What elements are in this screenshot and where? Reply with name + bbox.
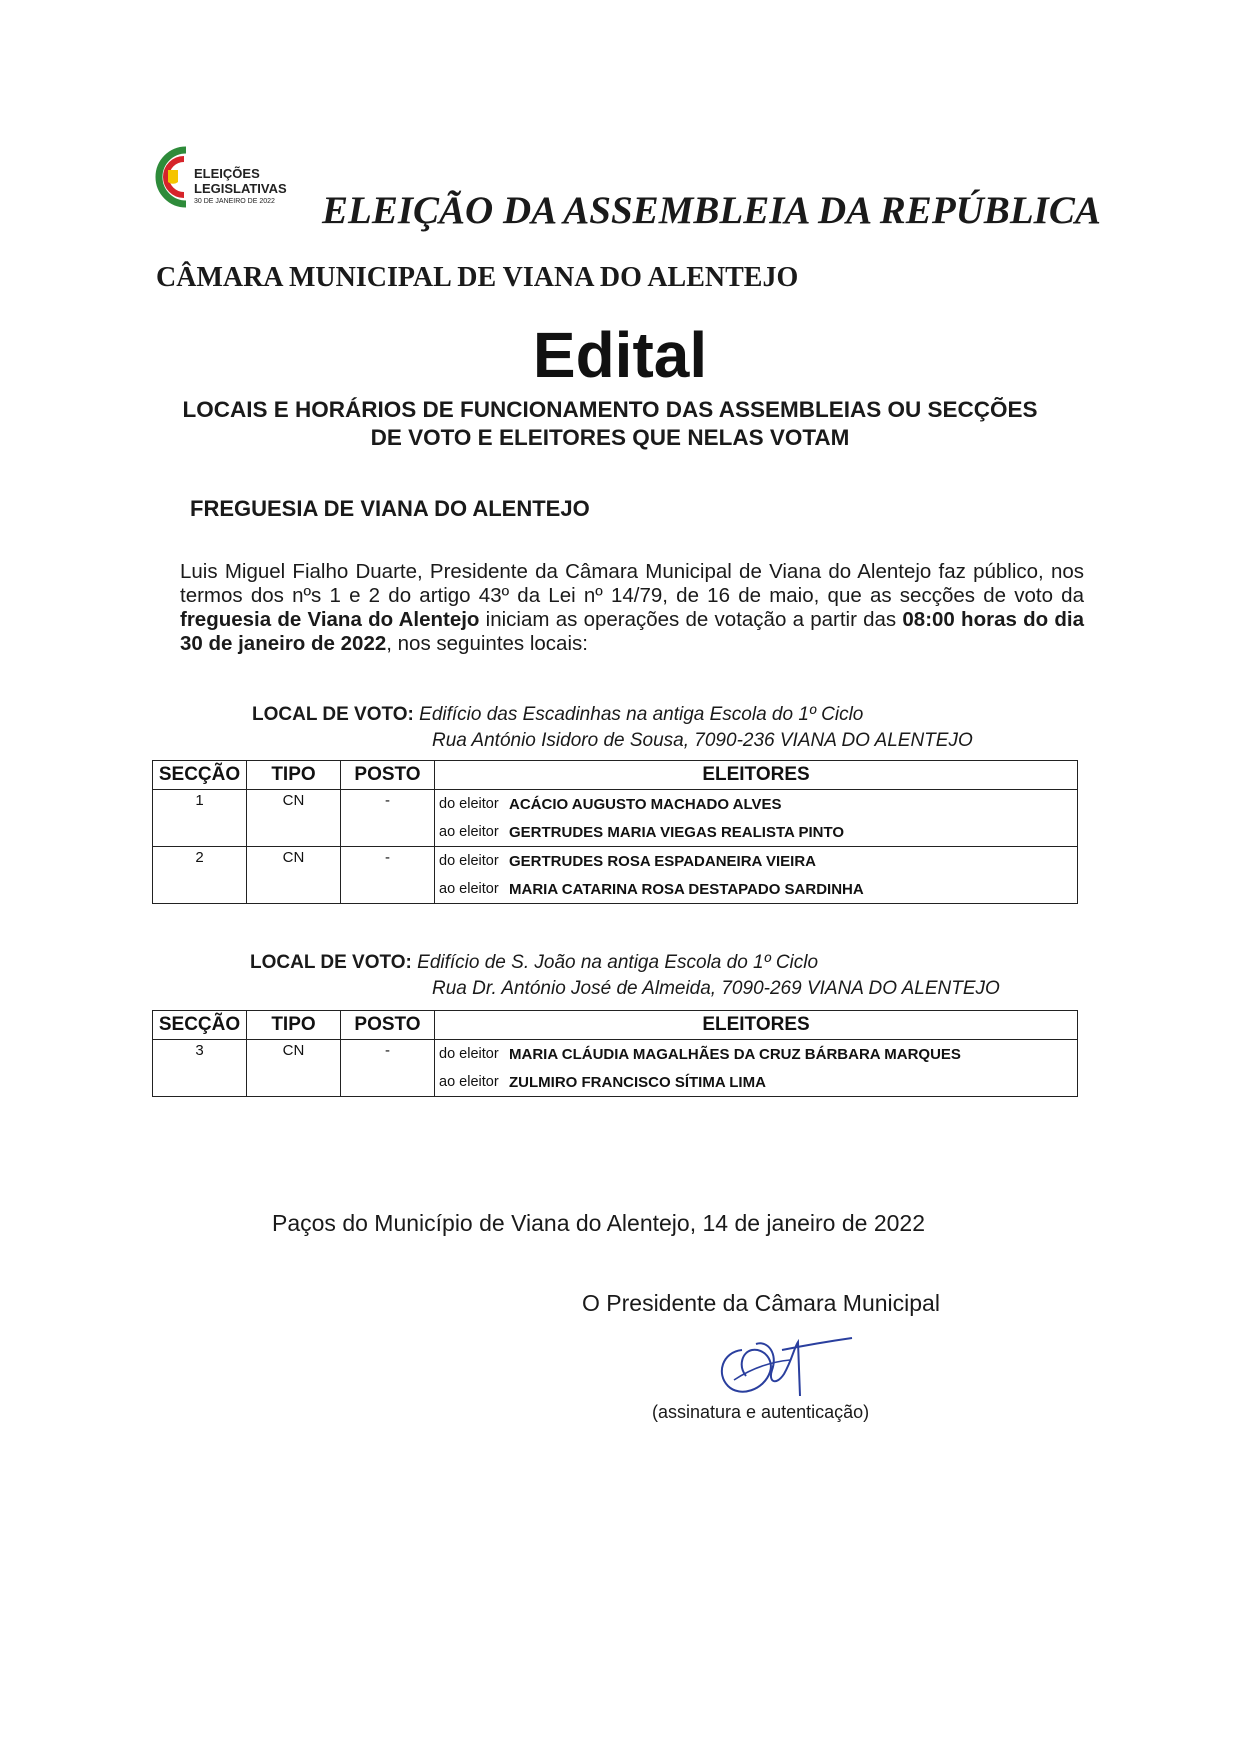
location-2-place: Edifício de S. João na antiga Escola do 1º Ciclo xyxy=(417,952,819,973)
intro-bold-parish: freguesia de Viana do Alentejo xyxy=(180,608,480,631)
header-tipo: TIPO xyxy=(247,1011,341,1040)
location-1-label: LOCAL DE VOTO: xyxy=(252,704,414,725)
header-posto: POSTO xyxy=(341,761,435,790)
header-seccao: SECÇÃO xyxy=(153,1011,247,1040)
header-eleitores: ELEITORES xyxy=(435,761,1078,790)
location-1-address: Rua António Isidoro de Sousa, 7090-236 VIANA DO ALENTEJO xyxy=(432,730,973,751)
from-label: do eleitor xyxy=(439,796,499,812)
intro-bold-datetime: 08:00 horas do dia 30 de janeiro de 2022 xyxy=(180,608,1084,655)
location-1-place: Edifício das Escadinhas na antiga Escola do 1º Ciclo xyxy=(419,704,864,725)
cell-seccao: 1 xyxy=(153,790,247,847)
to-voter: ZULMIRO FRANCISCO SÍTIMA LIMA xyxy=(509,1073,766,1091)
cell-seccao: 3 xyxy=(153,1040,247,1097)
cell-posto: - xyxy=(341,1040,435,1097)
table-row xyxy=(153,847,1078,904)
to-voter: MARIA CATARINA ROSA DESTAPADO SARDINHA xyxy=(509,880,864,898)
cell-tipo: CN xyxy=(247,790,341,847)
location-2-label: LOCAL DE VOTO: xyxy=(250,952,412,973)
logo-date: 30 DE JANEIRO DE 2022 xyxy=(194,198,275,205)
handwritten-signature xyxy=(712,1330,862,1408)
location-1-line-2 xyxy=(432,730,973,752)
header-tipo: TIPO xyxy=(247,761,341,790)
logo-line-1: ELEIÇÕES xyxy=(194,166,260,181)
intro-text-1: Luis Miguel Fialho Duarte, Presidente da Câmara Municipal de Viana do Alentejo faz público, nos termos dos nºs 1 e 2 do artigo 43º da Lei nº 14/79, de 16 de maio, que as secções de voto da xyxy=(180,560,1084,607)
cell-eleitores xyxy=(435,847,1078,904)
to-label: ao eleitor xyxy=(439,1074,499,1090)
cell-seccao: 2 xyxy=(153,847,247,904)
cell-tipo: CN xyxy=(247,847,341,904)
logo-line-2: LEGISLATIVAS xyxy=(194,181,287,196)
election-title: ELEIÇÃO DA ASSEMBLEIA DA REPÚBLICA xyxy=(322,189,1101,232)
from-label: do eleitor xyxy=(439,853,499,869)
subtitle-line-2: DE VOTO E ELEITORES QUE NELAS VOTAM xyxy=(370,425,850,450)
sections-table-1 xyxy=(152,760,1078,904)
cell-tipo: CN xyxy=(247,1040,341,1097)
municipality-name: CÂMARA MUNICIPAL DE VIANA DO ALENTEJO xyxy=(156,262,799,293)
table-header-row xyxy=(153,1011,1078,1040)
location-2-address: Rua Dr. António José de Almeida, 7090-269 VIANA DO ALENTEJO xyxy=(432,978,1000,999)
intro-paragraph xyxy=(180,560,1084,656)
intro-text-3: , nos seguintes locais: xyxy=(386,632,588,655)
president-title: O Presidente da Câmara Municipal xyxy=(582,1290,940,1316)
subtitle-line-1: LOCAIS E HORÁRIOS DE FUNCIONAMENTO DAS ASSEMBLEIAS OU SECÇÕES xyxy=(182,397,1038,422)
elections-logo xyxy=(146,142,296,216)
table-row xyxy=(153,1040,1078,1097)
document-title: Edital xyxy=(532,319,708,391)
table-header-row xyxy=(153,761,1078,790)
from-label: do eleitor xyxy=(439,1046,499,1062)
place-and-date: Paços do Município de Viana do Alentejo, 14 de janeiro de 2022 xyxy=(272,1210,926,1236)
header-seccao: SECÇÃO xyxy=(153,761,247,790)
to-label: ao eleitor xyxy=(439,824,499,840)
table-row xyxy=(153,790,1078,847)
header-eleitores: ELEITORES xyxy=(435,1011,1078,1040)
cell-eleitores xyxy=(435,1040,1078,1097)
cell-posto: - xyxy=(341,847,435,904)
location-2-line-2 xyxy=(432,978,1000,1000)
intro-text-2: iniciam as operações de votação a partir das xyxy=(479,608,903,631)
signature-note: (assinatura e autenticação) xyxy=(652,1402,870,1422)
header-posto: POSTO xyxy=(341,1011,435,1040)
from-voter: MARIA CLÁUDIA MAGALHÃES DA CRUZ BÁRBARA MARQUES xyxy=(509,1045,961,1063)
parish-heading: FREGUESIA DE VIANA DO ALENTEJO xyxy=(190,496,590,521)
location-2-line-1 xyxy=(250,952,818,974)
cell-eleitores xyxy=(435,790,1078,847)
elections-logo-icon xyxy=(146,142,196,212)
cell-posto: - xyxy=(341,790,435,847)
to-voter: GERTRUDES MARIA VIEGAS REALISTA PINTO xyxy=(509,823,845,841)
document-subtitle xyxy=(140,396,1080,452)
from-voter: ACÁCIO AUGUSTO MACHADO ALVES xyxy=(509,795,782,813)
to-label: ao eleitor xyxy=(439,881,499,897)
from-voter: GERTRUDES ROSA ESPADANEIRA VIEIRA xyxy=(509,852,816,870)
location-1-line-1 xyxy=(252,704,863,726)
sections-table-2 xyxy=(152,1010,1078,1097)
